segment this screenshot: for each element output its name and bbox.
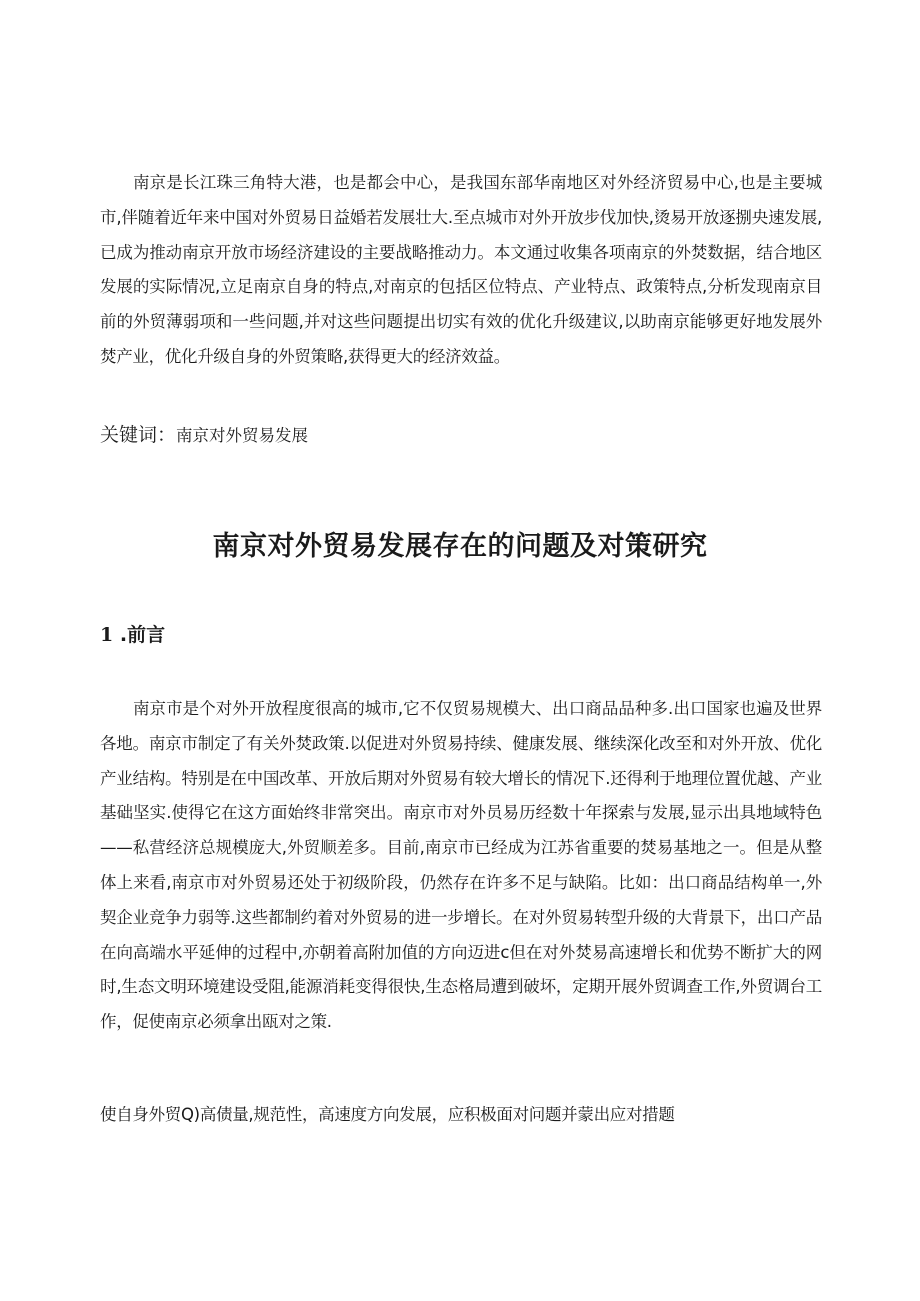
intro-paragraph: 南京市是个对外开放程度很高的城市,它不仅贸易规模大、出口商品品种多.出口国家也遍及世界各地。南京市制定了有关外焚政策.以促进对外贸易持续、健康发展、继续深化改至和对外开放、优化产业结构。特别是在中国改革、开放后期对外贸易有较大增长的情况下.还得利于地理位置优越、产业基础坚实.使得它在这方面始终非常突出。南京市对外员易历经数十年探索与发展,显示出具地域特色——私营经济总规模庞大,外贸顺差多。目前,南京市已经成为江苏省重要的焚易基地之一。但是从整体上来看,南京市对外贸易还处于初级阶段，仍然存在许多不足与缺陷。比如：出口商品结构单一,外契企业竞争力弱等.这些都制约着对外贸易的进一步增长。在对外贸易转型升级的大背景下，出口产品在向高端水平延伸的过程中,亦朝着高附加值的方向迈进c但在对外焚易高速增长和优势不断扩大的网时,生态文明环境建设受阻,能源消耗变得很快,生态格局遭到破坏，定期开展外贸调查工作,外贸调台工作，促使南京必须拿出瓯对之策.: [100, 699, 822, 1032]
trailing-text-line: 使自身外贸Q)高债量,规范性，高速度方向发展，应积极面对问题并蒙出应对措题: [100, 1105, 675, 1124]
section-heading: [100, 620, 165, 647]
keywords-value: 南京对外贸易发展: [176, 426, 309, 445]
abstract-paragraph: 南京是长江珠三角特大港，也是都会中心，是我国东部华南地区对外经济贸易中心,也是主要城市,伴随着近年来中国对外贸易日益婚若发展壮大.至点城市对外开放步伐加快,烫易开放逐捌央速发展,已成为推动南京开放市场经济建设的主要战略推动力。本文通过收集各项南京的外焚数据，结合地区发展的实际情况,立足南京自身的特点,对南京的包括区位特点、产业特点、政策特点,分析发现南京目前的外贸薄弱项和一些问题,并对这些问题提出切实有效的优化升级建议,以助南京能够更好地发展外焚产业，优化升级自身的外贸策略,获得更大的经济效益。: [100, 173, 822, 366]
keywords-line: [100, 420, 308, 447]
section-heading-text: .前言: [113, 624, 166, 646]
keywords-label: 关键词：: [100, 424, 177, 446]
section-number: 1: [100, 624, 114, 646]
document-title: 南京对外贸易发展存在的问题及对策研究: [212, 531, 708, 562]
